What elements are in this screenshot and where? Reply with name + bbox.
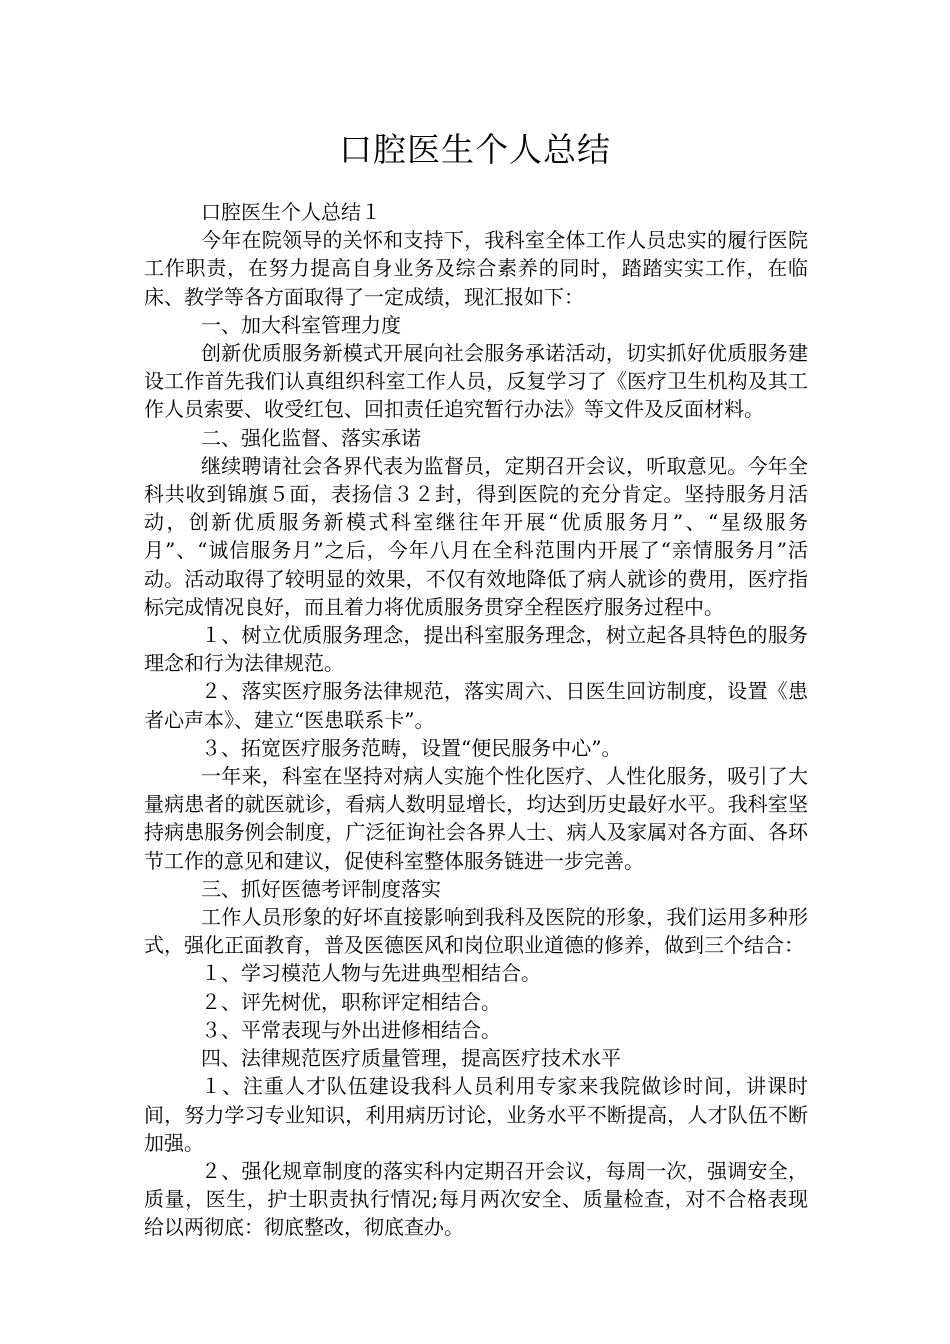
paragraph: 继续聘请社会各界代表为监督员，定期召开会议，听取意见。今年全科共收到锦旗５面，表扬信３２封，得到医院的充分肯定。坚持服务月活动，创新优质服务新模式科室继往年开展“优质服务月”、“星级服务月”、“诚信服务月”之后，今年八月在全科范围内开展了“亲情服务月”活动。活动取得了较明显的效果，不仅有效地降低了病人就诊的费用，医疗指标完成情况良好，而且着力将优质服务贯穿全程医疗服务过程中。 (144, 453, 808, 619)
paragraph: 一年来，科室在坚持对病人实施个性化医疗、人性化服务，吸引了大量病患者的就医就诊，看病人数明显增长，均达到历史最好水平。我科室坚持病患服务例会制度，广泛征询社会各界人士、病人及家属对各方面、各环节工作的意见和建议，促使科室整体服务链进一步完善。 (144, 764, 808, 873)
paragraph: 今年在院领导的关怀和支持下，我科室全体工作人员忠实的履行医院工作职责，在努力提高自身业务及综合素养的同时，踏踏实实工作，在临床、教学等各方面取得了一定成绩，现汇报如下： (144, 228, 808, 309)
document-body (144, 198, 808, 1242)
list-item: ２、强化规章制度的落实科内定期召开会议，每周一次，强调安全，质量，医生，护士职责执行情况;每月两次安全、质量检查，对不合格表现给以两彻底：彻底整改，彻底查办。 (144, 1158, 808, 1240)
document-title: 口腔医生个人总结 (339, 130, 611, 169)
section-heading: 一、加大科室管理力度 (201, 312, 401, 337)
list-item: ３、拓宽医疗服务范畴，设置“便民服务中心”。 (201, 735, 622, 760)
section-heading: 四、法律规范医疗质量管理，提高医疗技术水平 (201, 1046, 621, 1071)
list-item: １、学习模范人物与先进典型相结合。 (201, 961, 541, 986)
list-item: １、注重人才队伍建设我科人员利用专家来我院做诊时间，讲课时间，努力学习专业知识，利用病历讨论，业务水平不断提高，人才队伍不断加强。 (144, 1074, 808, 1155)
section-heading: 口腔医生个人总结１ (201, 200, 381, 224)
list-item: ３、平常表现与外出进修相结合。 (201, 1017, 501, 1042)
paragraph: 创新优质服务新模式开展向社会服务承诺活动，切实抓好优质服务建设工作首先我们认真组织科室工作人员，反复学习了《医疗卫生机构及其工作人员索要、收受红包、回扣责任追究暂行办法》等文件及反面材料。 (144, 341, 808, 422)
section-heading: 二、强化监督、落实承诺 (201, 425, 421, 450)
paragraph: 工作人员形象的好坏直接影响到我科及医院的形象，我们运用多种形式，强化正面教育，普及医德医风和岗位职业道德的修养，做到三个结合： (144, 905, 808, 958)
list-item: ２、评先树优，职称评定相结合。 (201, 989, 501, 1014)
list-item: １、树立优质服务理念，提出科室服务理念，树立起各具特色的服务理念和行为法律规范。 (144, 623, 808, 676)
section-heading: 三、抓好医德考评制度落实 (201, 876, 441, 901)
list-item: ２、落实医疗服务法律规范，落实周六、日医生回访制度，设置《患者心声本》、建立“医患联系卡”。 (144, 679, 808, 732)
